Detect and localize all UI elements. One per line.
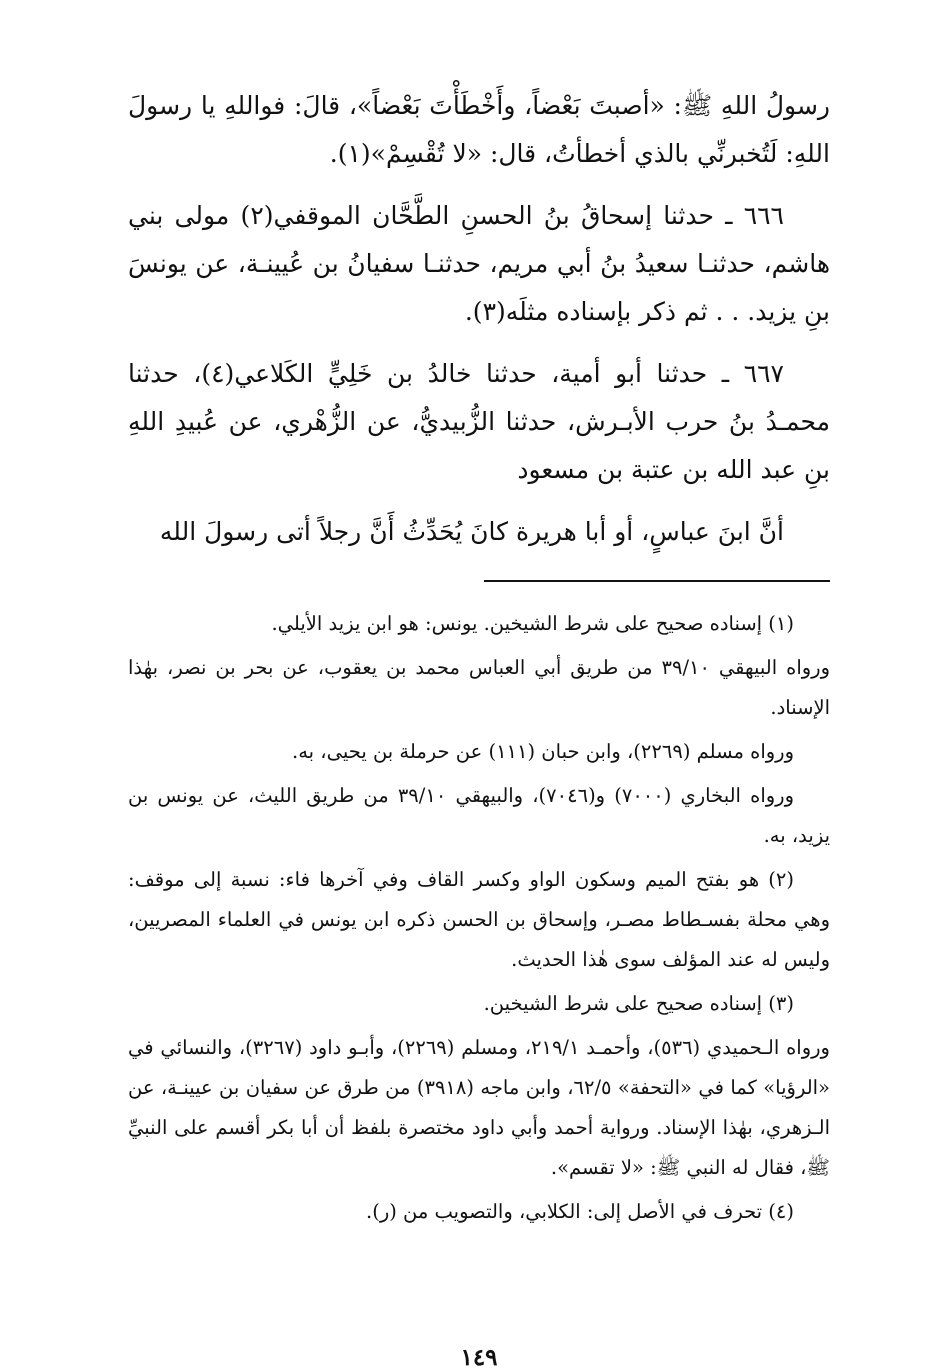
hadith-667-matn: أنَّ ابنَ عباسٍ، أو أبا هريرة كانَ يُحَدِّثُ أَنَّ رجلاً أتى رسولَ الله xyxy=(159,517,784,546)
main-text xyxy=(128,82,830,556)
footnote-1-cont-a: ورواه البيهقي ٣٩/١٠ من طريق أبي العباس محمد بن يعقوب، عن بحر بن نصر، بهٰذا الإسناد. xyxy=(128,656,831,719)
footnote-1-cont-c: ورواه البخاري (٧٠٠٠) و(٧٠٤٦)، والبيهقي ٣٩/١٠ من طريق الليث، عن يونس بن يزيد، به. xyxy=(128,784,830,847)
footnote-1-cont-b: ورواه مسلم (٢٢٦٩)، وابن حبان (١١١) عن حرملة بن يحيى، به. xyxy=(292,740,794,763)
footnote-2: (٢) هو بفتح الميم وسكون الواو وكسر القاف وفي آخرها فاء: نسبة إلى موقف: وهي محلة بفسـطاط مصـر، وإسحاق بن الحسن ذكره ابن يونس في العلماء المصريين، وليس له عند المؤلف سوى هٰذا الحديث. xyxy=(128,868,830,971)
footnote-1: (١) إسناده صحيح على شرط الشيخين. يونس: هو ابن يزيد الأيلي. xyxy=(271,612,794,635)
footnote-3: (٣) إسناده صحيح على شرط الشيخين. xyxy=(483,992,794,1015)
footnote-3-cont: ورواه الـحميدي (٥٣٦)، وأحمـد ٢١٩/١، ومسلم (٢٢٦٩)، وأبـو داود (٣٢٦٧)، والنسائي في «الرؤيا» كما في «التحفة» ٦٢/٥، وابن ماجه (٣٩١٨) من طرق عن سفيان بن عيينـة، عن الـزهري، بهٰذا الإسناد. ورواية أحمد وأبي داود مختصرة بلفظ أن أبا بكر أقسم على النبيِّ ﷺ، فقال له النبي ﷺ: «لا تقسم». xyxy=(128,1036,830,1179)
main-paragraph: رسولُ اللهِ ﷺ: «أصبتَ بَعْضاً، وأَخْطَأْتَ بَعْضاً»، قالَ: فواللهِ يا رسولَ اللهِ: لَتُخبرنِّي بالذي أخطأتُ، قال: «لا تُقْسِمْ»(١). xyxy=(128,91,830,168)
hadith-666: ٦٦٦ ـ حدثنا إسحاقُ بنُ الحسنِ الطَّحَّان الموقفي(٢) مولى بني هاشم، حدثنـا سعيدُ بنُ أبي مريم، حدثنـا سفيانُ بن عُيينـة، عن يونسَ بنِ يزيد. . . ثم ذكر بإسناده مثلَه(٣). xyxy=(128,201,830,326)
page-number: ١٤٩ xyxy=(460,1344,498,1371)
footnote-separator xyxy=(484,580,830,582)
footnotes xyxy=(128,604,830,1236)
hadith-667: ٦٦٧ ـ حدثنا أبو أمية، حدثنا خالدُ بن خَلِيٍّ الكَلاعي(٤)، حدثنا محمـدُ بنُ حرب الأبـرش، حدثنا الزُّبيديُّ، عن الزُّهْري، عن عُبيدِ اللهِ بنِ عبد الله بن عتبة بن مسعود xyxy=(128,359,830,484)
footnote-4: (٤) تحرف في الأصل إلى: الكلابي، والتصويب من (ر). xyxy=(366,1200,794,1223)
book-page xyxy=(128,82,831,1371)
